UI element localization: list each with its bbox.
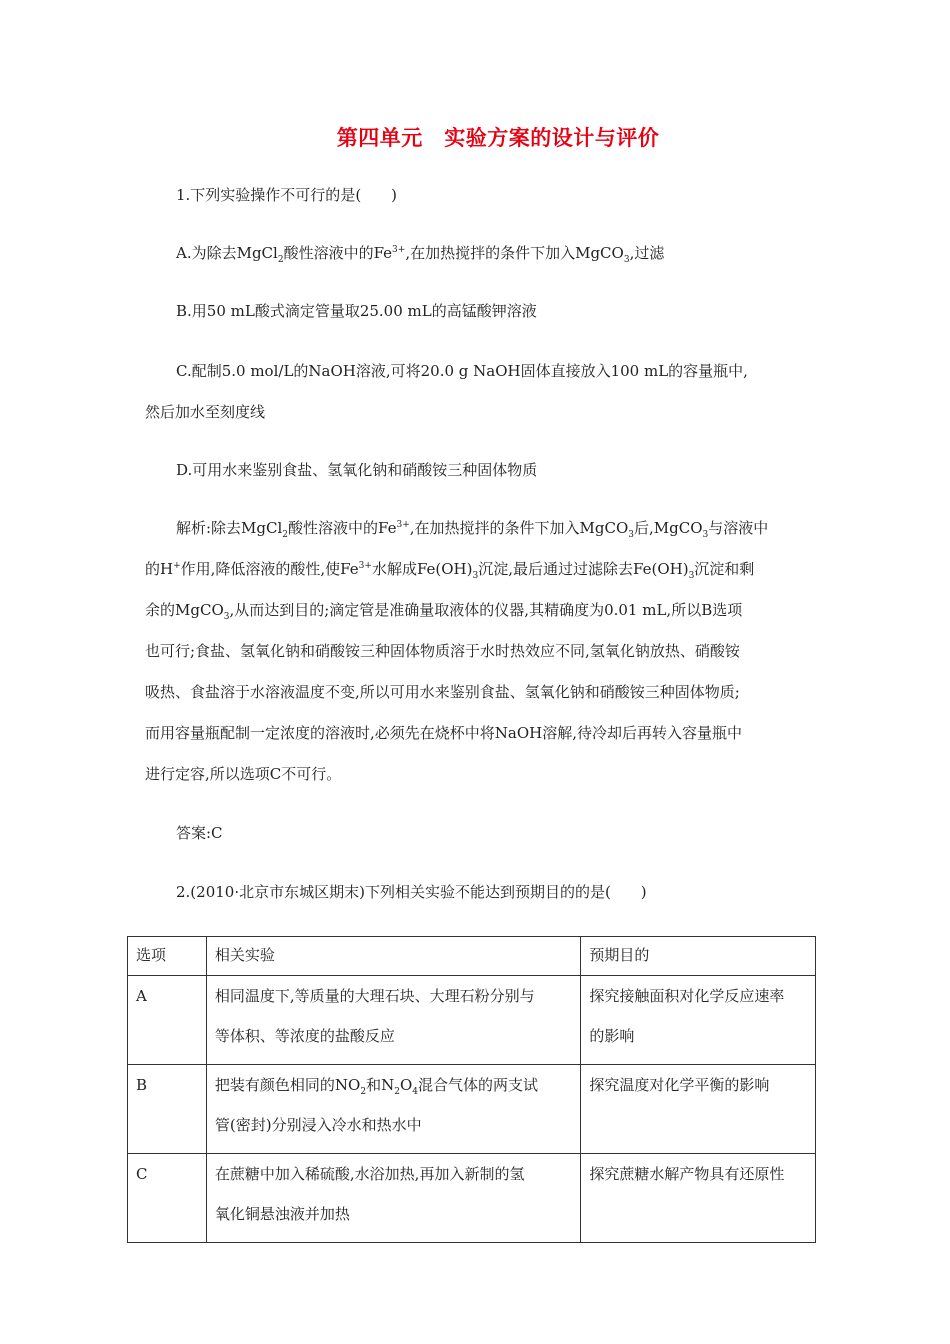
q1-analysis-line6: 而用容量瓶配制一定浓度的溶液时,必须先在烧杯中将NaOH溶解,待冷却后再转入容量瓶中 xyxy=(145,724,742,742)
q1-analysis-line1: 解析:除去MgCl$_2$酸性溶液中的$Fe^{3+}$,在加热搅拌的条件下加入MgCO$_3$后,MgCO$_3$与溶液中 xyxy=(176,519,769,540)
q1-option-d: D.可用水来鉴别食盐、氢氧化钠和硝酸铵三种固体物质 xyxy=(176,461,538,479)
q1-option-c-line1: C.配制5.0 mol/L的NaOH溶液,可将20.0 g NaOH固体直接放入100 mL的容量瓶中, xyxy=(176,362,748,380)
q1-stem: 1.下列实验操作不可行的是( ) xyxy=(176,186,398,204)
q1-analysis-line5: 吸热、食盐溶于水溶液温度不变,所以可用水来鉴别食盐、氢氧化钠和硝酸铵三种固体物质; xyxy=(145,683,740,701)
q1-analysis-line2: 的H+作用,降低溶液的酸性,使$Fe^{3+}$水解成$Fe(OH)_3$沉淀,最后通过过滤除去$Fe(OH)_3$沉淀和剩 xyxy=(145,560,755,581)
q2-table xyxy=(127,936,816,1243)
header-goal: 预期目的 xyxy=(581,937,816,976)
q1-analysis-line7: 进行定容,所以选项C不可行。 xyxy=(145,765,342,783)
q1-option-b: B.用50 mL酸式滴定管量取25.00 mL的高锰酸钾溶液 xyxy=(176,302,537,320)
q1-option-a: A.为除去MgCl$_2$酸性溶液中的$Fe^{3+}$,在加热搅拌的条件下加入MgCO$_3$,过滤 xyxy=(176,244,665,265)
header-option: 选项 xyxy=(128,937,207,976)
q1-answer: 答案:C xyxy=(176,824,223,842)
row-goal: 探究温度对化学平衡的影响 xyxy=(581,1065,816,1154)
row-experiment: 相同温度下,等质量的大理石块、大理石粉分别与 等体积、等浓度的盐酸反应 xyxy=(206,976,580,1065)
row-goal: 探究蔗糖水解产物具有还原性 xyxy=(581,1154,816,1243)
row-option: C xyxy=(128,1154,207,1243)
table-row xyxy=(128,1065,816,1154)
row-goal: 探究接触面积对化学反应速率 的影响 xyxy=(581,976,816,1065)
table-header-row xyxy=(128,937,816,976)
q1-option-c-line2: 然后加水至刻度线 xyxy=(145,403,266,421)
header-experiment: 相关实验 xyxy=(206,937,580,976)
table-row xyxy=(128,976,816,1065)
q1-analysis-line4: 也可行;食盐、氢氧化钠和硝酸铵三种固体物质溶于水时热效应不同,氢氧化钠放热、硝酸铵 xyxy=(145,642,740,660)
row-experiment: 把装有颜色相同的$NO_2$和$N_2O_4$混合气体的两支试 管(密封)分别浸入冷水和热水中 xyxy=(206,1065,580,1154)
row-option: B xyxy=(128,1065,207,1154)
row-experiment: 在蔗糖中加入稀硫酸,水浴加热,再加入新制的氢 氧化铜悬浊液并加热 xyxy=(206,1154,580,1243)
table-row xyxy=(128,1154,816,1243)
page-title: 第四单元 实验方案的设计与评价 xyxy=(336,126,660,150)
row-option: A xyxy=(128,976,207,1065)
q1-analysis-line3: 余的MgCO$_3$,从而达到目的;滴定管是准确量取液体的仪器,其精确度为0.01 mL,所以B选项 xyxy=(145,601,743,622)
q2-stem: 2.(2010·北京市东城区期末)下列相关实验不能达到预期目的的是( ) xyxy=(176,883,647,901)
